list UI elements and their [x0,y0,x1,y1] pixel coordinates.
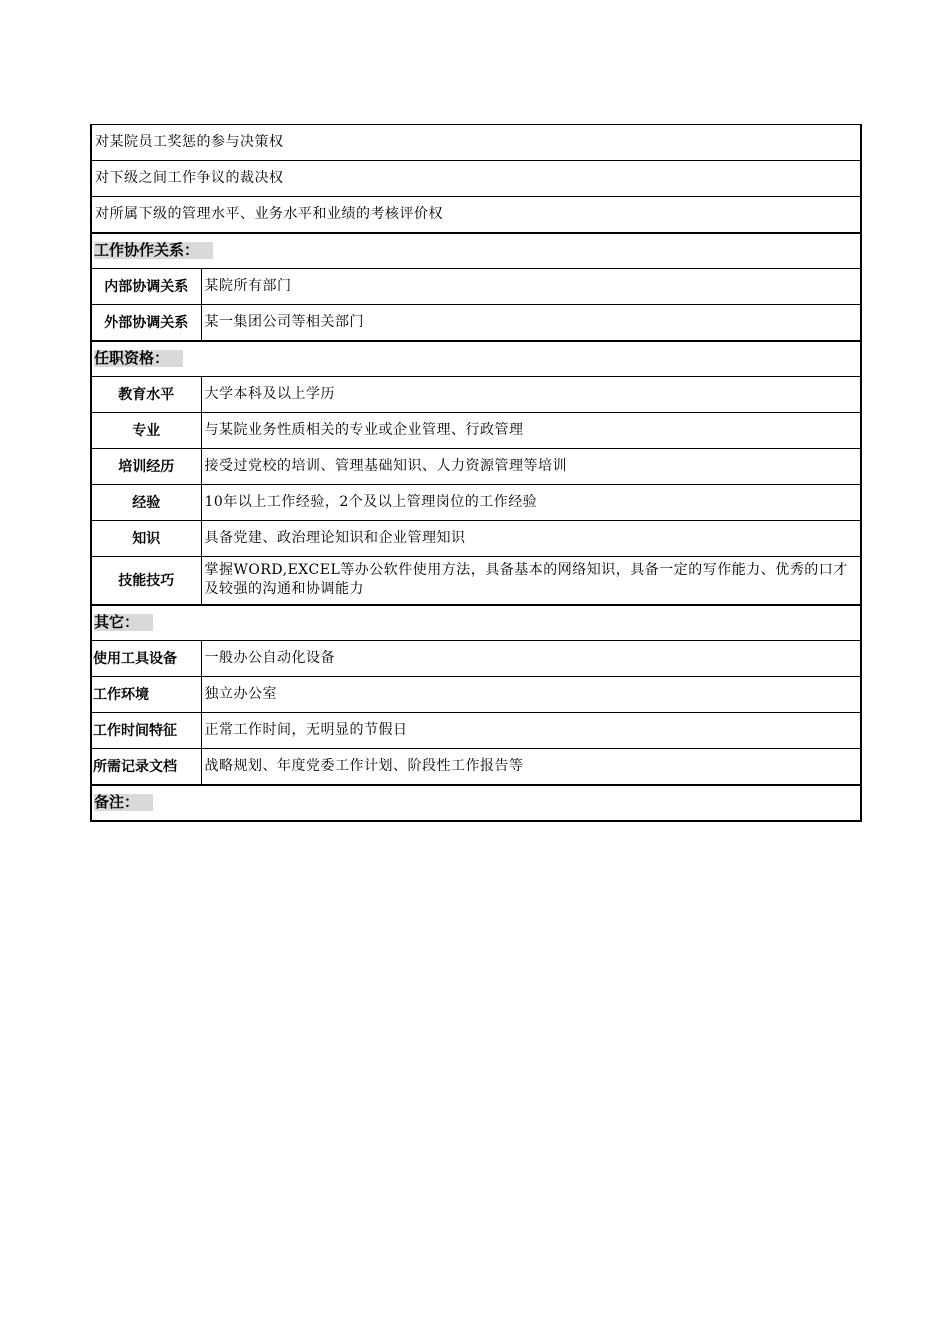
qualification-row [91,485,861,521]
row-value: 某院所有部门 [201,269,861,305]
authority-row [91,125,861,161]
job-description-table [90,124,862,822]
row-label: 教育水平 [91,377,201,413]
row-value: 正常工作时间，无明显的节假日 [201,713,861,749]
section-header-cooperation [91,233,861,269]
qualification-row [91,557,861,605]
authority-row [91,197,861,233]
row-label: 培训经历 [91,449,201,485]
other-row [91,713,861,749]
row-value: 10年以上工作经验，2个及以上管理岗位的工作经验 [201,485,861,521]
authority-text: 对下级之间工作争议的裁决权 [91,161,861,197]
other-row [91,641,861,677]
cooperation-row [91,305,861,341]
row-value: 大学本科及以上学历 [201,377,861,413]
row-value: 一般办公自动化设备 [201,641,861,677]
row-label: 使用工具设备 [91,641,201,677]
authority-text: 对所属下级的管理水平、业务水平和业绩的考核评价权 [91,197,861,233]
other-row [91,677,861,713]
section-header-remarks [91,785,861,821]
authority-row [91,161,861,197]
qualification-row [91,521,861,557]
row-label: 内部协调关系 [91,269,201,305]
cooperation-row [91,269,861,305]
row-value: 某一集团公司等相关部门 [201,305,861,341]
qualification-row [91,449,861,485]
row-label: 工作时间特征 [91,713,201,749]
other-row [91,749,861,785]
section-header-other [91,605,861,641]
row-label: 经验 [91,485,201,521]
row-value: 与某院业务性质相关的专业或企业管理、行政管理 [201,413,861,449]
row-value: 具备党建、政治理论知识和企业管理知识 [201,521,861,557]
row-value: 掌握WORD,EXCEL等办公软件使用方法，具备基本的网络知识，具备一定的写作能力、优秀的口才及较强的沟通和协调能力 [201,557,861,605]
row-label: 外部协调关系 [91,305,201,341]
authority-text: 对某院员工奖惩的参与决策权 [91,125,861,161]
row-label: 工作环境 [91,677,201,713]
section-header-qualification [91,341,861,377]
section-title: 其它： [94,614,153,631]
row-label: 专业 [91,413,201,449]
section-title: 工作协作关系： [94,242,213,259]
row-label: 所需记录文档 [91,749,201,785]
section-title: 任职资格： [94,350,183,367]
row-value: 接受过党校的培训、管理基础知识、人力资源管理等培训 [201,449,861,485]
qualification-row [91,413,861,449]
row-label: 知识 [91,521,201,557]
row-value: 独立办公室 [201,677,861,713]
row-label: 技能技巧 [91,557,201,605]
section-title: 备注： [94,794,153,811]
row-value: 战略规划、年度党委工作计划、阶段性工作报告等 [201,749,861,785]
qualification-row [91,377,861,413]
